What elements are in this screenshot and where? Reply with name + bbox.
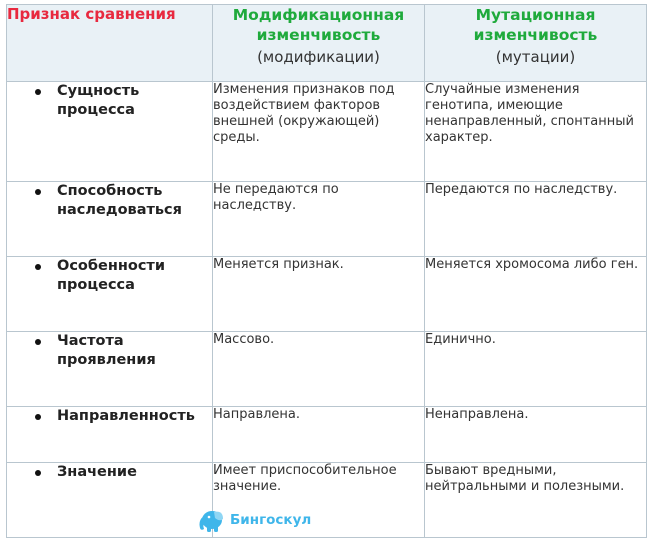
mutation-cell: Бывают вредными, нейтральными и полезными. [425, 463, 647, 538]
bullet-icon [35, 189, 41, 195]
mutation-title-line2: изменчивость [473, 26, 598, 44]
modification-header [213, 5, 425, 82]
header-row [7, 5, 647, 82]
mutation-cell: Случайные изменения генотипа, имеющие ненаправленный, спонтанный характер. [425, 82, 647, 182]
table-row [7, 332, 647, 407]
criterion-label: Значение [57, 464, 137, 480]
modification-cell: Массово. [213, 332, 425, 407]
criterion-label: Направленность [57, 408, 195, 424]
criterion-label-2: процесса [57, 277, 135, 293]
criterion-cell [7, 463, 213, 538]
modification-cell: Имеет приспособительное значение. [213, 463, 425, 538]
mutation-cell: Передаются по наследству. [425, 182, 647, 257]
bullet-icon [35, 414, 41, 420]
criterion-header: Признак сравнения [7, 5, 213, 82]
mutation-header [425, 5, 647, 82]
criterion-label-2: процесса [57, 102, 135, 118]
criterion-cell [7, 82, 213, 182]
table-row [7, 407, 647, 463]
criterion-cell [7, 182, 213, 257]
modification-cell: Не передаются по наследству. [213, 182, 425, 257]
watermark-text: Бингоскул [230, 512, 312, 528]
mutation-subtitle: (мутации) [495, 48, 576, 66]
bullet-icon [35, 89, 41, 95]
criterion-label-2: проявления [57, 352, 156, 368]
criterion-label: Частота [57, 333, 124, 349]
table-row [7, 257, 647, 332]
criterion-label: Способность [57, 183, 163, 199]
criterion-cell [7, 407, 213, 463]
criterion-label-2: наследоваться [57, 202, 182, 218]
criterion-label: Особенности [57, 258, 165, 274]
table-row [7, 182, 647, 257]
mutation-cell: Меняется хромосома либо ген. [425, 257, 647, 332]
bingoskul-watermark [196, 506, 311, 534]
elephant-icon [196, 506, 226, 534]
modification-title-line2: изменчивость [256, 26, 381, 44]
modification-cell: Меняется признак. [213, 257, 425, 332]
bullet-icon [35, 339, 41, 345]
table-row [7, 463, 647, 538]
comparison-table [6, 4, 647, 538]
criterion-cell [7, 332, 213, 407]
bullet-icon [35, 470, 41, 476]
modification-cell: Направлена. [213, 407, 425, 463]
criterion-label: Сущность [57, 83, 140, 99]
mutation-cell: Единично. [425, 332, 647, 407]
mutation-cell: Ненаправлена. [425, 407, 647, 463]
table-row [7, 82, 647, 182]
mutation-title-line1: Мутационная [475, 6, 596, 24]
modification-title-line1: Модификационная [232, 6, 405, 24]
bullet-icon [35, 264, 41, 270]
modification-cell: Изменения признаков под воздействием факторов внешней (окружающей) среды. [213, 82, 425, 182]
criterion-cell [7, 257, 213, 332]
modification-subtitle: (модификации) [257, 48, 380, 66]
